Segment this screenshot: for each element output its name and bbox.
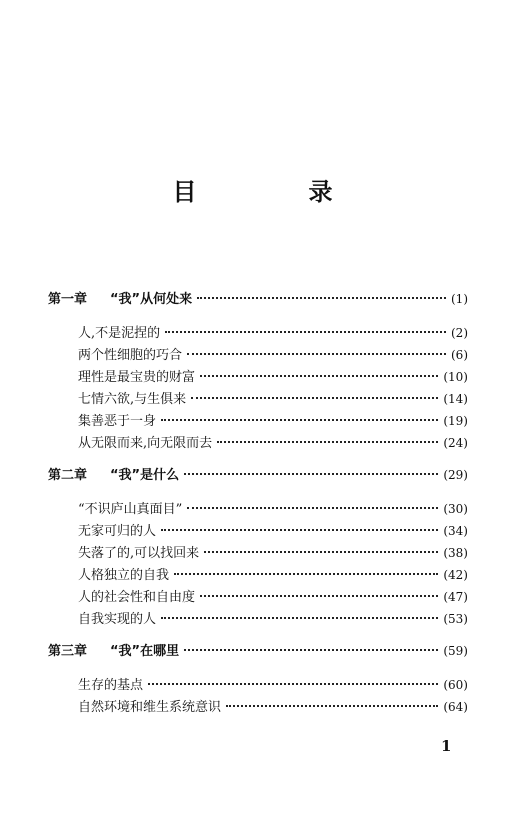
dot-leader bbox=[217, 441, 438, 443]
section-title: 集善恶于一身 bbox=[78, 414, 157, 429]
chapter-number: 第一章 bbox=[48, 292, 88, 307]
page-number: (34) bbox=[443, 524, 468, 538]
dot-leader bbox=[187, 353, 446, 355]
section-title: 无家可归的人 bbox=[78, 524, 157, 539]
dot-leader bbox=[200, 375, 438, 377]
dot-leader bbox=[200, 595, 438, 597]
section-title: 失落了的,可以找回来 bbox=[78, 546, 200, 561]
page-number: (59) bbox=[443, 644, 468, 658]
dot-leader bbox=[161, 529, 438, 531]
toc-section[interactable] bbox=[48, 388, 468, 410]
section-title: 生存的基点 bbox=[78, 678, 144, 693]
section-title: 人的社会性和自由度 bbox=[78, 590, 196, 605]
dot-leader bbox=[204, 551, 438, 553]
dot-leader bbox=[148, 683, 438, 685]
toc-chapter-3[interactable] bbox=[48, 640, 468, 662]
page-number: (60) bbox=[443, 678, 468, 692]
toc-section[interactable] bbox=[48, 322, 468, 344]
dot-leader bbox=[197, 297, 446, 299]
page-number: (2) bbox=[451, 326, 468, 340]
page-number: (38) bbox=[443, 546, 468, 560]
table-of-contents bbox=[48, 288, 468, 718]
toc-section[interactable] bbox=[48, 344, 468, 366]
toc-section[interactable] bbox=[48, 410, 468, 432]
toc-chapter-1[interactable] bbox=[48, 288, 468, 310]
page-folio-number: 1 bbox=[441, 737, 452, 755]
page-number: (14) bbox=[443, 392, 468, 406]
dot-leader bbox=[161, 617, 438, 619]
dot-leader bbox=[191, 397, 438, 399]
toc-section[interactable] bbox=[48, 542, 468, 564]
toc-section[interactable] bbox=[48, 520, 468, 542]
chapter-title: “我”在哪里 bbox=[110, 644, 180, 659]
page-number: (1) bbox=[451, 292, 468, 306]
page-number: (6) bbox=[451, 348, 468, 362]
section-title: 人,不是泥捏的 bbox=[78, 326, 161, 341]
toc-section[interactable] bbox=[48, 366, 468, 388]
dot-leader bbox=[187, 507, 438, 509]
page-number: (30) bbox=[443, 502, 468, 516]
dot-leader bbox=[174, 573, 438, 575]
toc-section[interactable] bbox=[48, 608, 468, 630]
section-title: “不识庐山真面目” bbox=[78, 502, 183, 517]
page-number: (64) bbox=[443, 700, 468, 714]
chapter-number: 第二章 bbox=[48, 468, 88, 483]
page-number: (42) bbox=[443, 568, 468, 582]
section-title: 七情六欲,与生俱来 bbox=[78, 392, 187, 407]
toc-section[interactable] bbox=[48, 498, 468, 520]
section-title: 自我实现的人 bbox=[78, 612, 157, 627]
toc-chapter-2[interactable] bbox=[48, 464, 468, 486]
toc-section[interactable] bbox=[48, 674, 468, 696]
dot-leader bbox=[226, 705, 438, 707]
chapter-title: “我”从何处来 bbox=[110, 292, 193, 307]
page-number: (10) bbox=[443, 370, 468, 384]
dot-leader bbox=[161, 419, 438, 421]
page-number: (24) bbox=[443, 436, 468, 450]
toc-section[interactable] bbox=[48, 564, 468, 586]
dot-leader bbox=[184, 473, 438, 475]
section-title: 人格独立的自我 bbox=[78, 568, 170, 583]
page-title: 目 录 bbox=[172, 178, 377, 206]
section-title: 理性是最宝贵的财富 bbox=[78, 370, 196, 385]
page-number: (29) bbox=[443, 468, 468, 482]
section-title: 从无限而来,向无限而去 bbox=[78, 436, 213, 451]
section-title: 自然环境和维生系统意识 bbox=[78, 700, 222, 715]
page-number: (47) bbox=[443, 590, 468, 604]
section-title: 两个性细胞的巧合 bbox=[78, 348, 183, 363]
chapter-title: “我”是什么 bbox=[110, 468, 180, 483]
toc-section[interactable] bbox=[48, 586, 468, 608]
toc-section[interactable] bbox=[48, 432, 468, 454]
chapter-number: 第三章 bbox=[48, 644, 88, 659]
dot-leader bbox=[165, 331, 446, 333]
page-number: (19) bbox=[443, 414, 468, 428]
page-number: (53) bbox=[443, 612, 468, 626]
toc-section[interactable] bbox=[48, 696, 468, 718]
dot-leader bbox=[184, 649, 438, 651]
